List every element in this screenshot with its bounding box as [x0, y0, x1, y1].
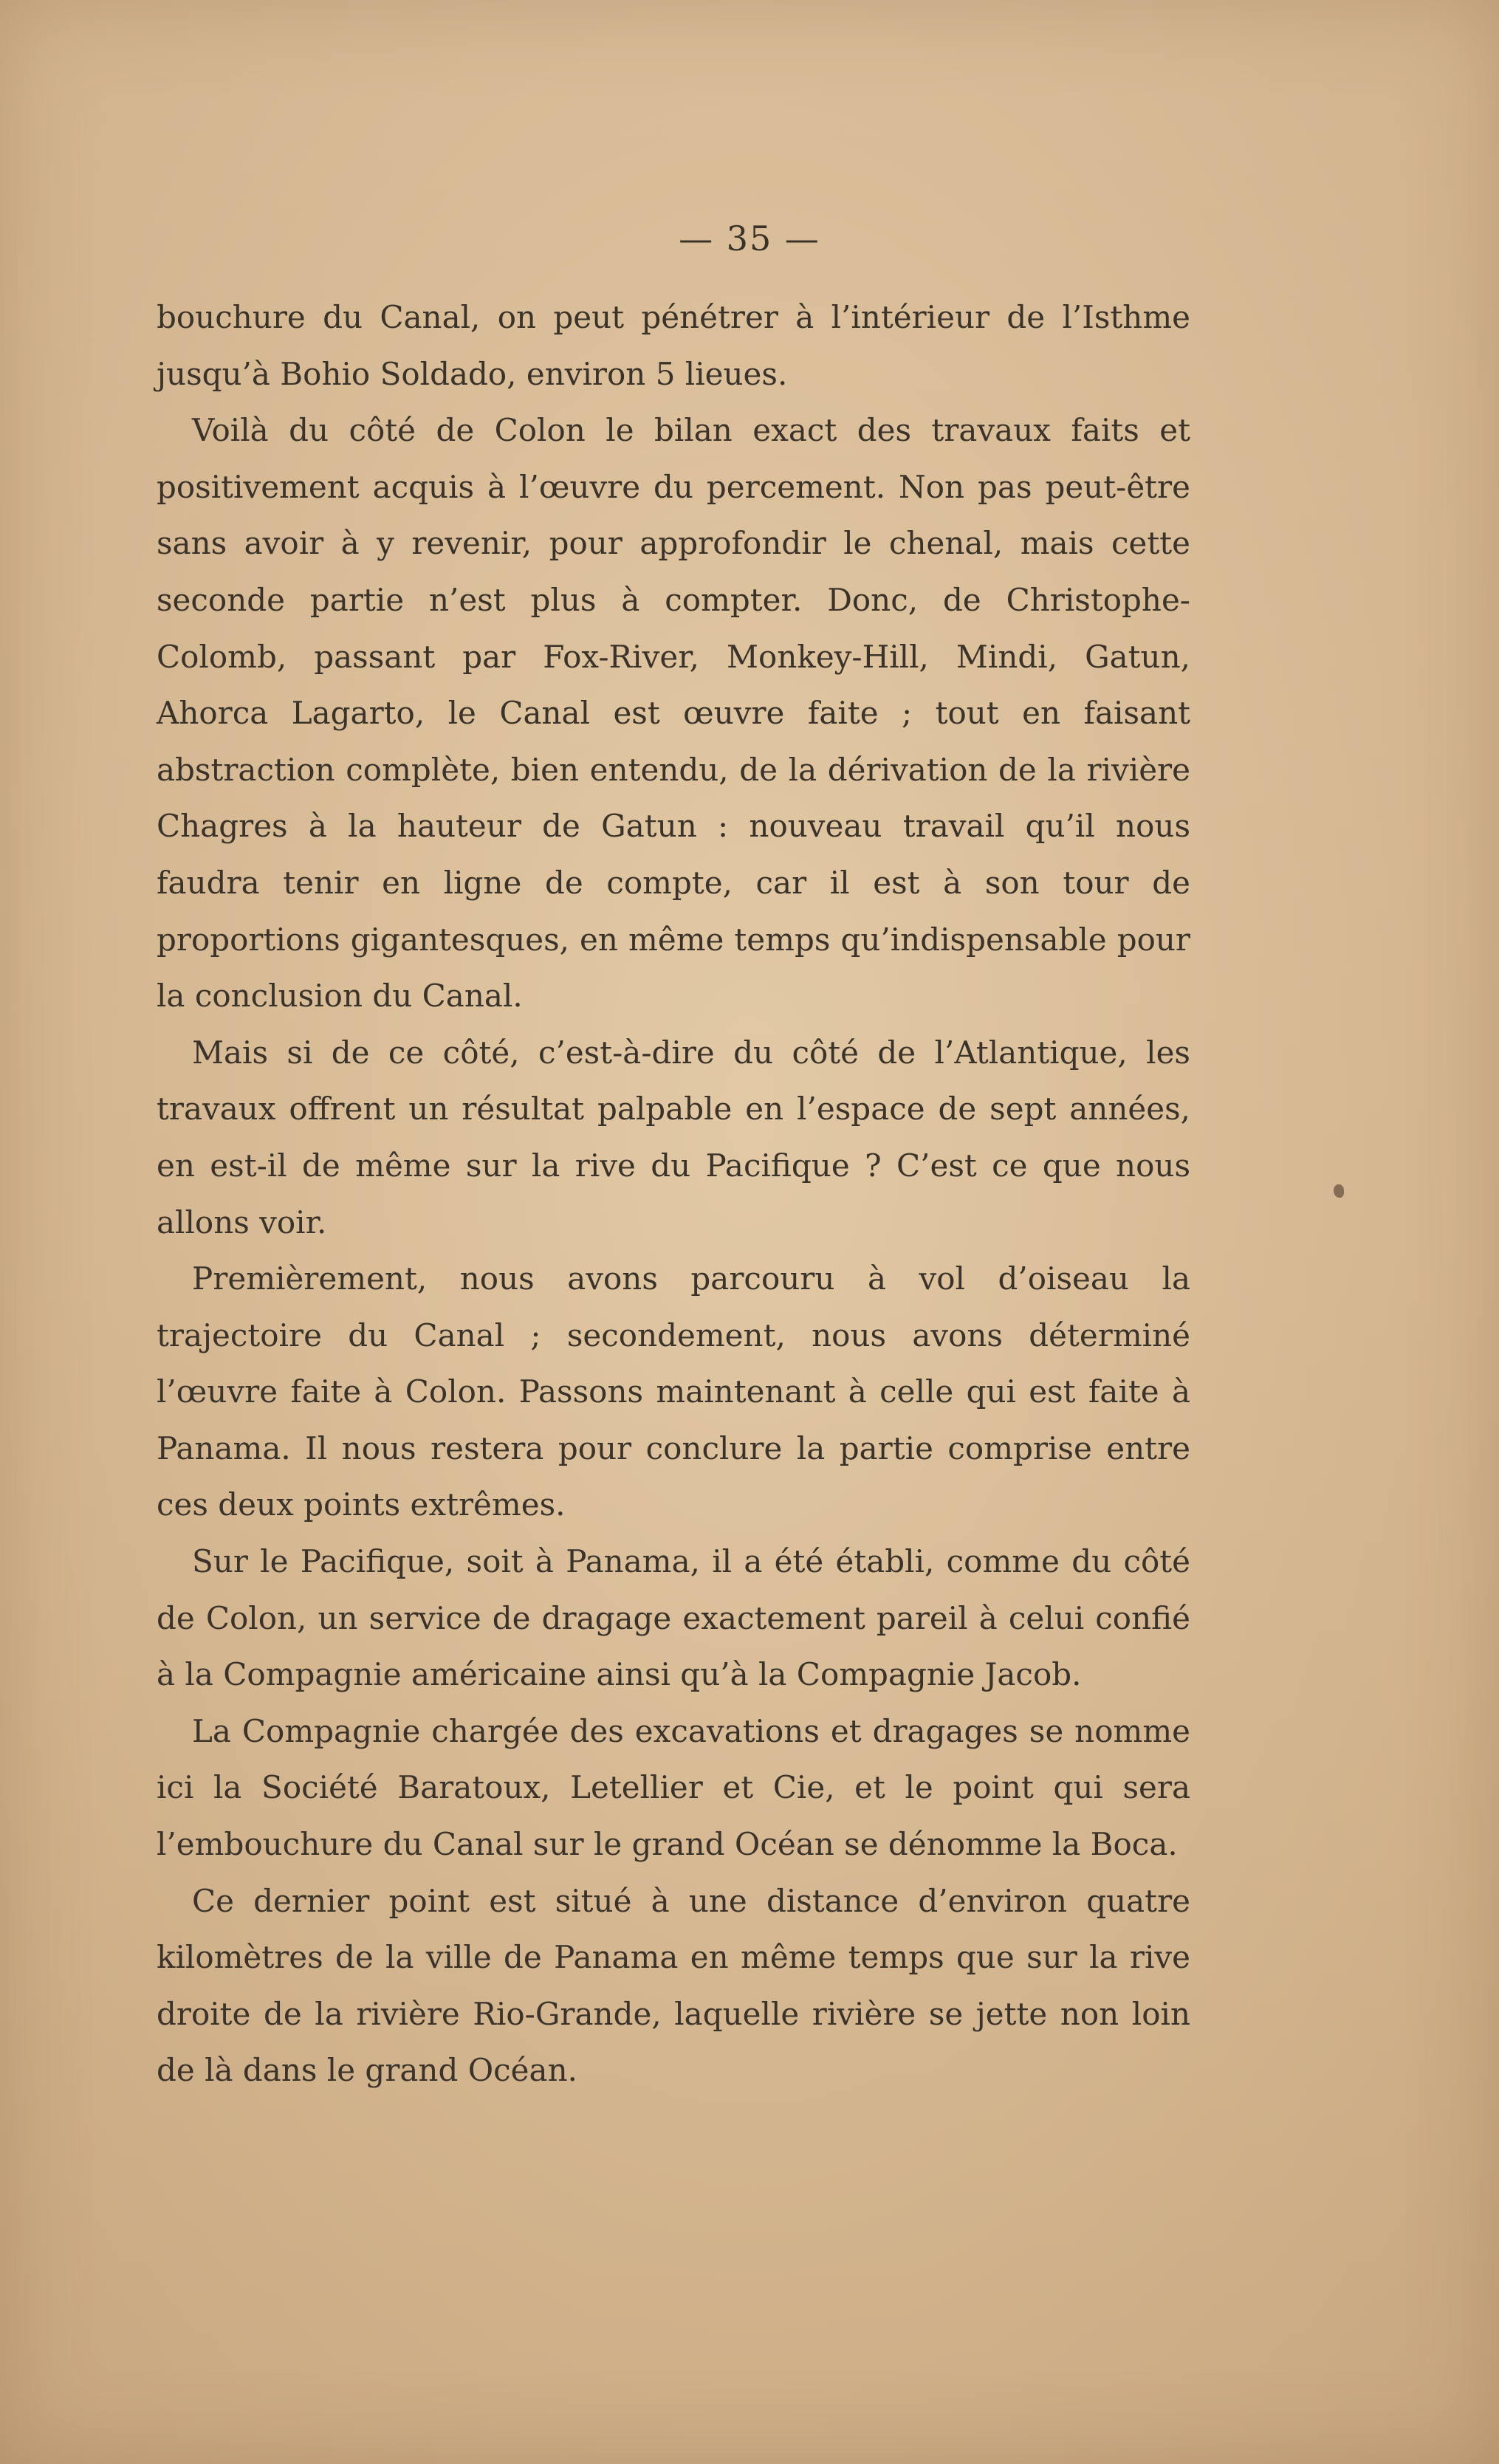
paragraph-2: Voilà du côté de Colon le bilan exact des travaux faits et positivement acquis à l’œuvre du percement. Non pas peut-être sans avoir à y revenir, pour approfondir le chenal, mais cette seconde partie n’est plus à compter. Donc, de Christophe-Colomb, passant par Fox-River, Monkey-Hill, Mindi, Gatun, Ahorca Lagarto, le Canal est œuvre faite ; tout en faisant abstraction complète, bien entendu, de la dérivation de la rivière Chagres à la hauteur de Gatun : nouveau travail qu’il nous faudra tenir en ligne de compte, car il est à son tour de proportions gigantesques, en même temps qu’indispensable pour la conclusion du Canal.: [157, 412, 1190, 1015]
paragraph-1: bouchure du Canal, on peut pénétrer à l’intérieur de l’Isthme jusqu’à Bohio Soldado, environ 5 lieues.: [157, 299, 1190, 392]
paragraph-6: La Compagnie chargée des excavations et dragages se nomme ici la Société Baratoux, Letellier et Cie, et le point qui sera l’embouchure du Canal sur le grand Océan se dénomme la Boca.: [157, 1712, 1190, 1863]
page-number: — 35 —: [679, 219, 820, 258]
paragraph-4: Premièrement, nous avons parcouru à vol d’oiseau la trajectoire du Canal ; secondement, nous avons déterminé l’œuvre faite à Colon. Passons maintenant à celle qui est faite à Panama. Il nous restera pour conclure la partie comprise entre ces deux points extrêmes.: [157, 1260, 1190, 1523]
paper-speck: [1334, 1184, 1344, 1198]
paragraph-3: Mais si de ce côté, c’est-à-dire du côté de l’Atlantique, les travaux offrent un résultat palpable en l’espace de sept années, en est-il de même sur la rive du Pacifique ? C’est ce que nous allons voir.: [157, 1034, 1190, 1240]
paragraph-5: Sur le Pacifique, soit à Panama, il a été établi, comme du côté de Colon, un service de dragage exactement pareil à celui confié à la Compagnie américaine ainsi qu’à la Compagnie Jacob.: [157, 1543, 1190, 1693]
paragraph-7: Ce dernier point est situé à une distance d’environ quatre kilomètres de la ville de Panama en même temps que sur la rive droite de la rivière Rio-Grande, laquelle rivière se jette non loin de là dans le grand Océan.: [157, 1882, 1190, 2089]
body-text: [157, 289, 1190, 2099]
